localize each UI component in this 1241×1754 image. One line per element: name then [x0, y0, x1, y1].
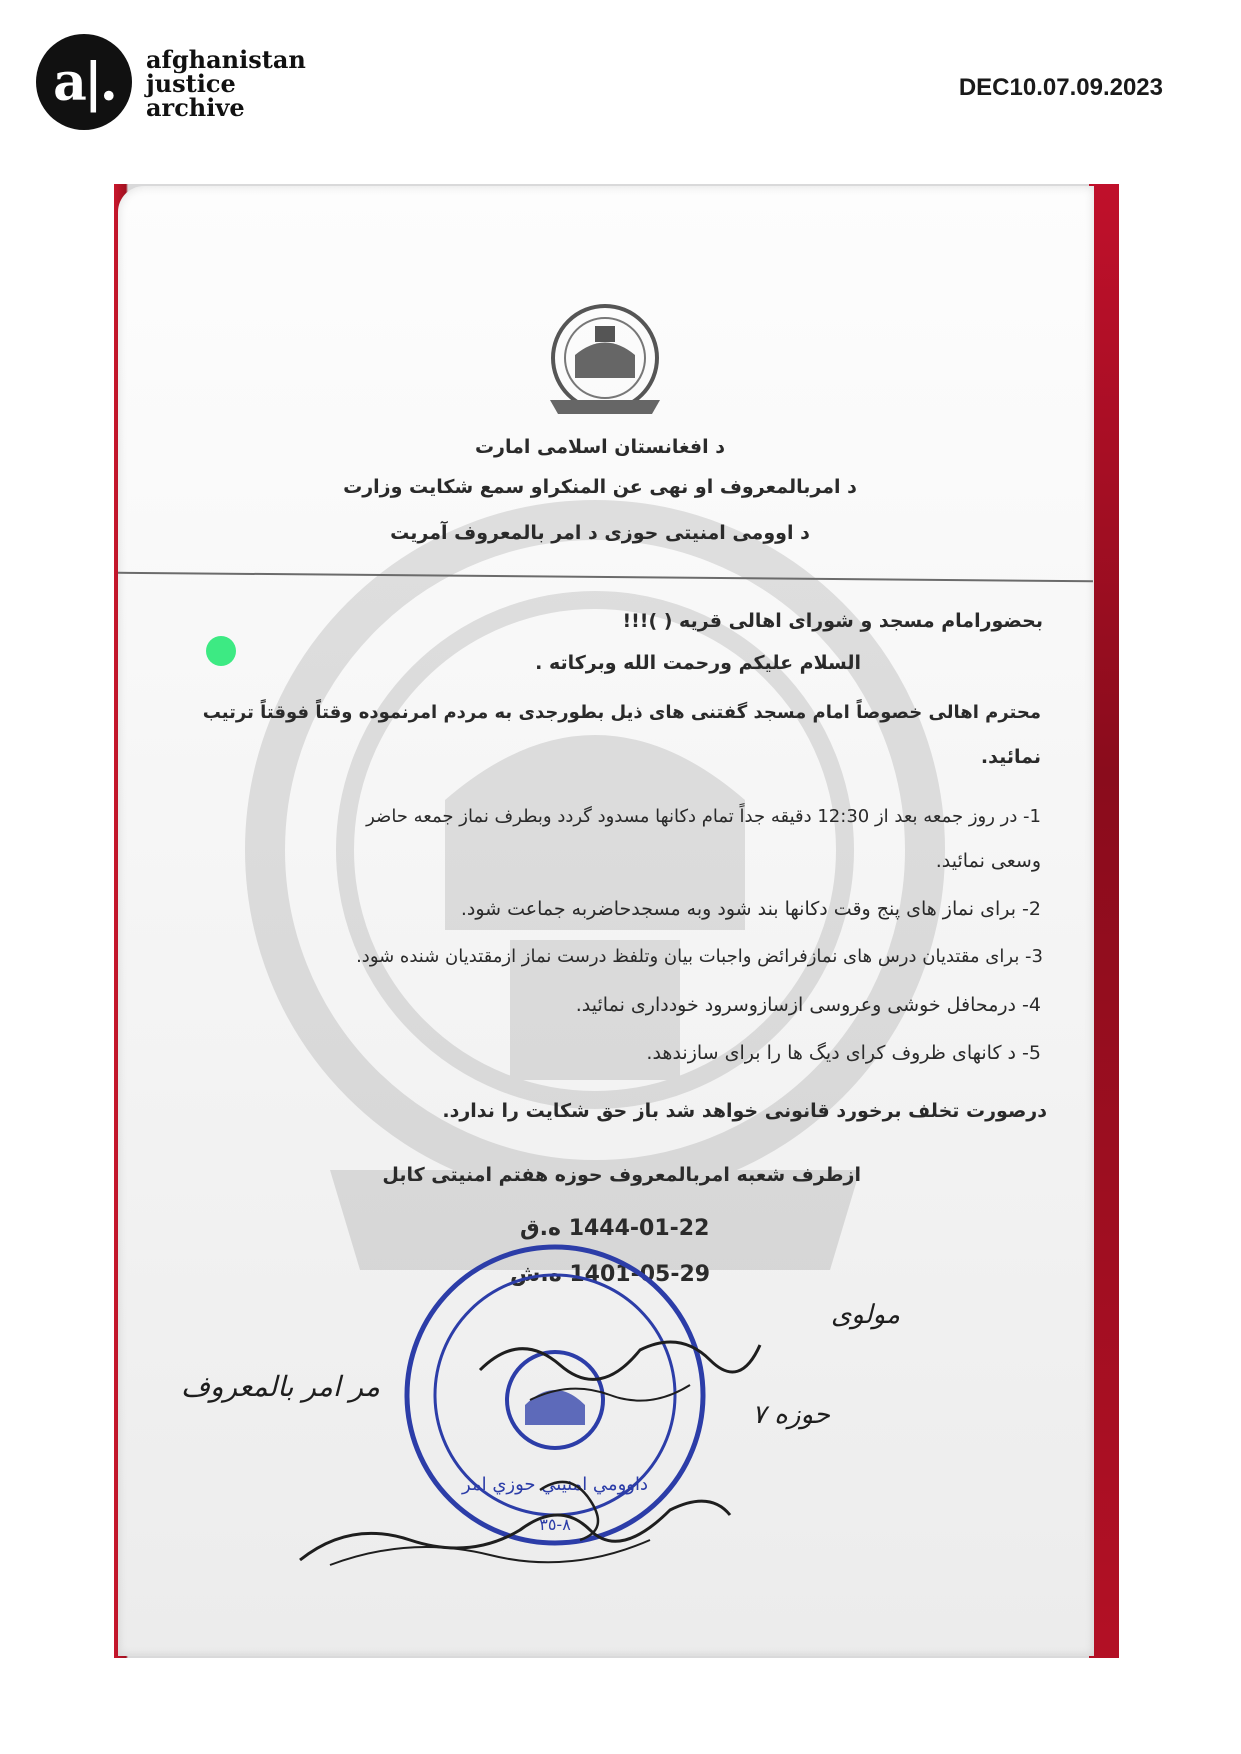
letter-header-line-1: د افغانستان اسلامی امارت	[474, 436, 726, 458]
green-highlight-dot	[206, 636, 236, 666]
logo-word-3: archive	[146, 93, 245, 122]
archive-logo-wordmark	[146, 45, 316, 122]
letter-item-4: 4- درمحافل خوشی وعروسی ازسازوسرود خودداری نمائید.	[575, 994, 1041, 1016]
archive-logo-mark: a|.	[36, 34, 132, 130]
letter-intro-line-1: محترم اهالی خصوصاً امام مسجد گفتنی های ذیل بطورجدی به مردم امرنموده وقتاً فوقتاً ترتیب	[202, 702, 1041, 723]
letter-header-line-2: د امربالمعروف او نهی عن المنکراو سمع شکایت وزارت	[343, 476, 857, 498]
letter-warning: درصورت تخلف برخورد قانونی خواهد شد باز حق شکایت را ندارد.	[442, 1100, 1047, 1122]
letter-greeting: السلام علیکم ورحمت الله وبرکاته .	[535, 652, 861, 674]
signature-center-icon	[470, 1310, 770, 1420]
letter-from-line: ازطرف شعبه امربالمعروف حوزه هفتم امنیتی کابل	[382, 1164, 861, 1186]
letter-item-1-continued: وسعی نمائید.	[935, 850, 1041, 872]
emirate-emblem-icon	[530, 300, 680, 420]
logo-word-2: justice	[146, 69, 236, 98]
letter-address: بحضورامام مسجد و شورای اهالی قریه ( )!!!	[622, 610, 1043, 632]
letter-header-line-3: د اوومی امنیتی حوزی د امر بالمعروف آمریت	[390, 522, 810, 544]
signature-scribble-icon	[290, 1460, 740, 1580]
handwritten-note-title: مولوی	[830, 1300, 900, 1330]
logo-word-1: afghanistan	[146, 45, 306, 74]
handwritten-note-role: مر امر بالمعروف	[180, 1370, 380, 1403]
document-code: DEC10.07.09.2023	[958, 74, 1163, 101]
stamp-text: داوومي امنيتي حوزي امر	[462, 1474, 648, 1495]
letter-item-5: 5- د کانهای ظروف کرای دیگ ها را برای سازندهد.	[646, 1042, 1041, 1064]
date-hijri-lunar: 1444-01-22 ه.ق	[520, 1216, 710, 1241]
letter-item-1: 1- در روز جمعه بعد از 12:30 دقیقه جداً تمام دکانها مسدود گردد وبطرف نماز جمعه حاضر	[366, 806, 1041, 827]
letter-item-3: 3- برای مقتدیان درس های نمازفرائض واجبات بیان وتلفظ درست نماز ازمقتدیان شنده شود.	[356, 946, 1043, 967]
stamp-code: ٨-٣٥	[539, 1515, 571, 1534]
letter-item-2: 2- برای نماز های پنج وقت دکانها بند شود وبه مسجدحاضربه جماعت شود.	[460, 898, 1041, 920]
letter-intro-line-2: نمائید.	[980, 746, 1041, 768]
date-hijri-solar: 1401-05-29 ه.ش	[510, 1262, 711, 1287]
handwritten-note-district: حوزه ۷	[752, 1400, 830, 1430]
